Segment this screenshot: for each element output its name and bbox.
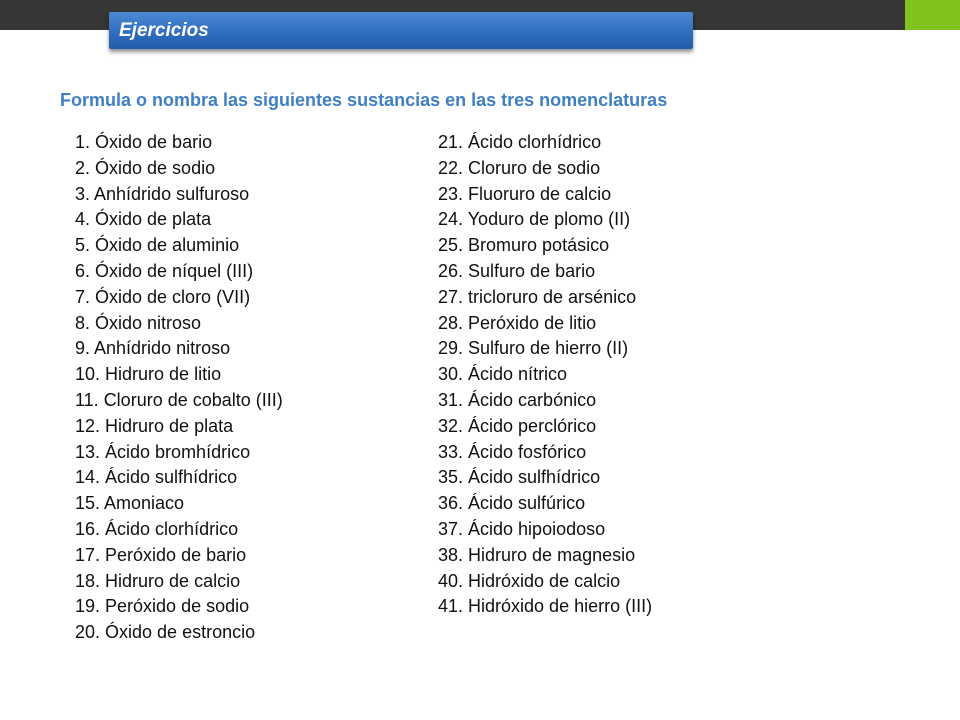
list-item: 1. Óxido de bario xyxy=(75,132,213,152)
list-item: 31. Ácido carbónico xyxy=(438,389,597,410)
list-item: 26. Sulfuro de bario xyxy=(438,260,596,281)
list-item: 2. Óxido de sodio xyxy=(75,157,216,178)
exercise-list-left xyxy=(75,130,415,646)
list-item: 14. Ácido sulfhídrico xyxy=(75,467,238,488)
list-item: 23. Fluoruro de calcio xyxy=(438,183,612,204)
list-item: 28. Peróxido de litio xyxy=(438,312,597,333)
list-item: 20. Óxido de estroncio xyxy=(75,622,256,643)
list-item: 5. Óxido de aluminio xyxy=(75,235,240,256)
title-banner: Ejercicios xyxy=(109,12,693,49)
list-item: 15. Amoniaco xyxy=(75,493,185,514)
list-item: 40. Hidróxido de calcio xyxy=(438,570,621,591)
list-item: 13. Ácido bromhídrico xyxy=(75,441,251,462)
list-item: 19. Peróxido de sodio xyxy=(75,596,250,617)
list-item: 3. Anhídrido sulfuroso xyxy=(75,183,250,204)
list-item: 4. Óxido de plata xyxy=(75,209,212,230)
list-item: 12. Hidruro de plata xyxy=(75,415,234,436)
list-item: 6. Óxido de níquel (III) xyxy=(75,260,254,281)
list-item: 25. Bromuro potásico xyxy=(438,235,610,256)
list-item: 18. Hidruro de calcio xyxy=(75,570,241,591)
list-item: 11. Cloruro de cobalto (III) xyxy=(75,389,283,410)
list-item: 38. Hidruro de magnesio xyxy=(438,544,636,565)
instruction-heading: Formula o nombra las siguientes sustancias en las tres nomenclaturas xyxy=(60,90,668,110)
list-item: 17. Peróxido de bario xyxy=(75,544,247,565)
list-item: 33. Ácido fosfórico xyxy=(438,441,587,462)
list-item: 35. Ácido sulfhídrico xyxy=(438,467,601,488)
list-item: 10. Hidruro de litio xyxy=(75,364,222,385)
list-item: 16. Ácido clorhídrico xyxy=(75,518,239,539)
list-item: 29. Sulfuro de hierro (II) xyxy=(438,338,629,359)
list-item: 9. Anhídrido nitroso xyxy=(75,338,231,359)
list-item: 27. tricloruro de arsénico xyxy=(438,286,637,307)
list-item: 8. Óxido nitroso xyxy=(75,312,202,333)
list-item: 37. Ácido hipoiodoso xyxy=(438,518,606,539)
exercise-list-right xyxy=(438,130,758,620)
list-item: 7. Óxido de cloro (VII) xyxy=(75,286,251,307)
list-item: 32. Ácido perclórico xyxy=(438,415,597,436)
accent-square xyxy=(905,0,960,30)
list-item: 21. Ácido clorhídrico xyxy=(438,132,602,152)
list-item: 22. Cloruro de sodio xyxy=(438,157,601,178)
list-item: 30. Ácido nítrico xyxy=(438,364,568,385)
list-item: 41. Hidróxido de hierro (III) xyxy=(438,596,653,617)
list-item: 36. Ácido sulfúrico xyxy=(438,493,586,514)
list-item: 24. Yoduro de plomo (II) xyxy=(438,209,631,230)
